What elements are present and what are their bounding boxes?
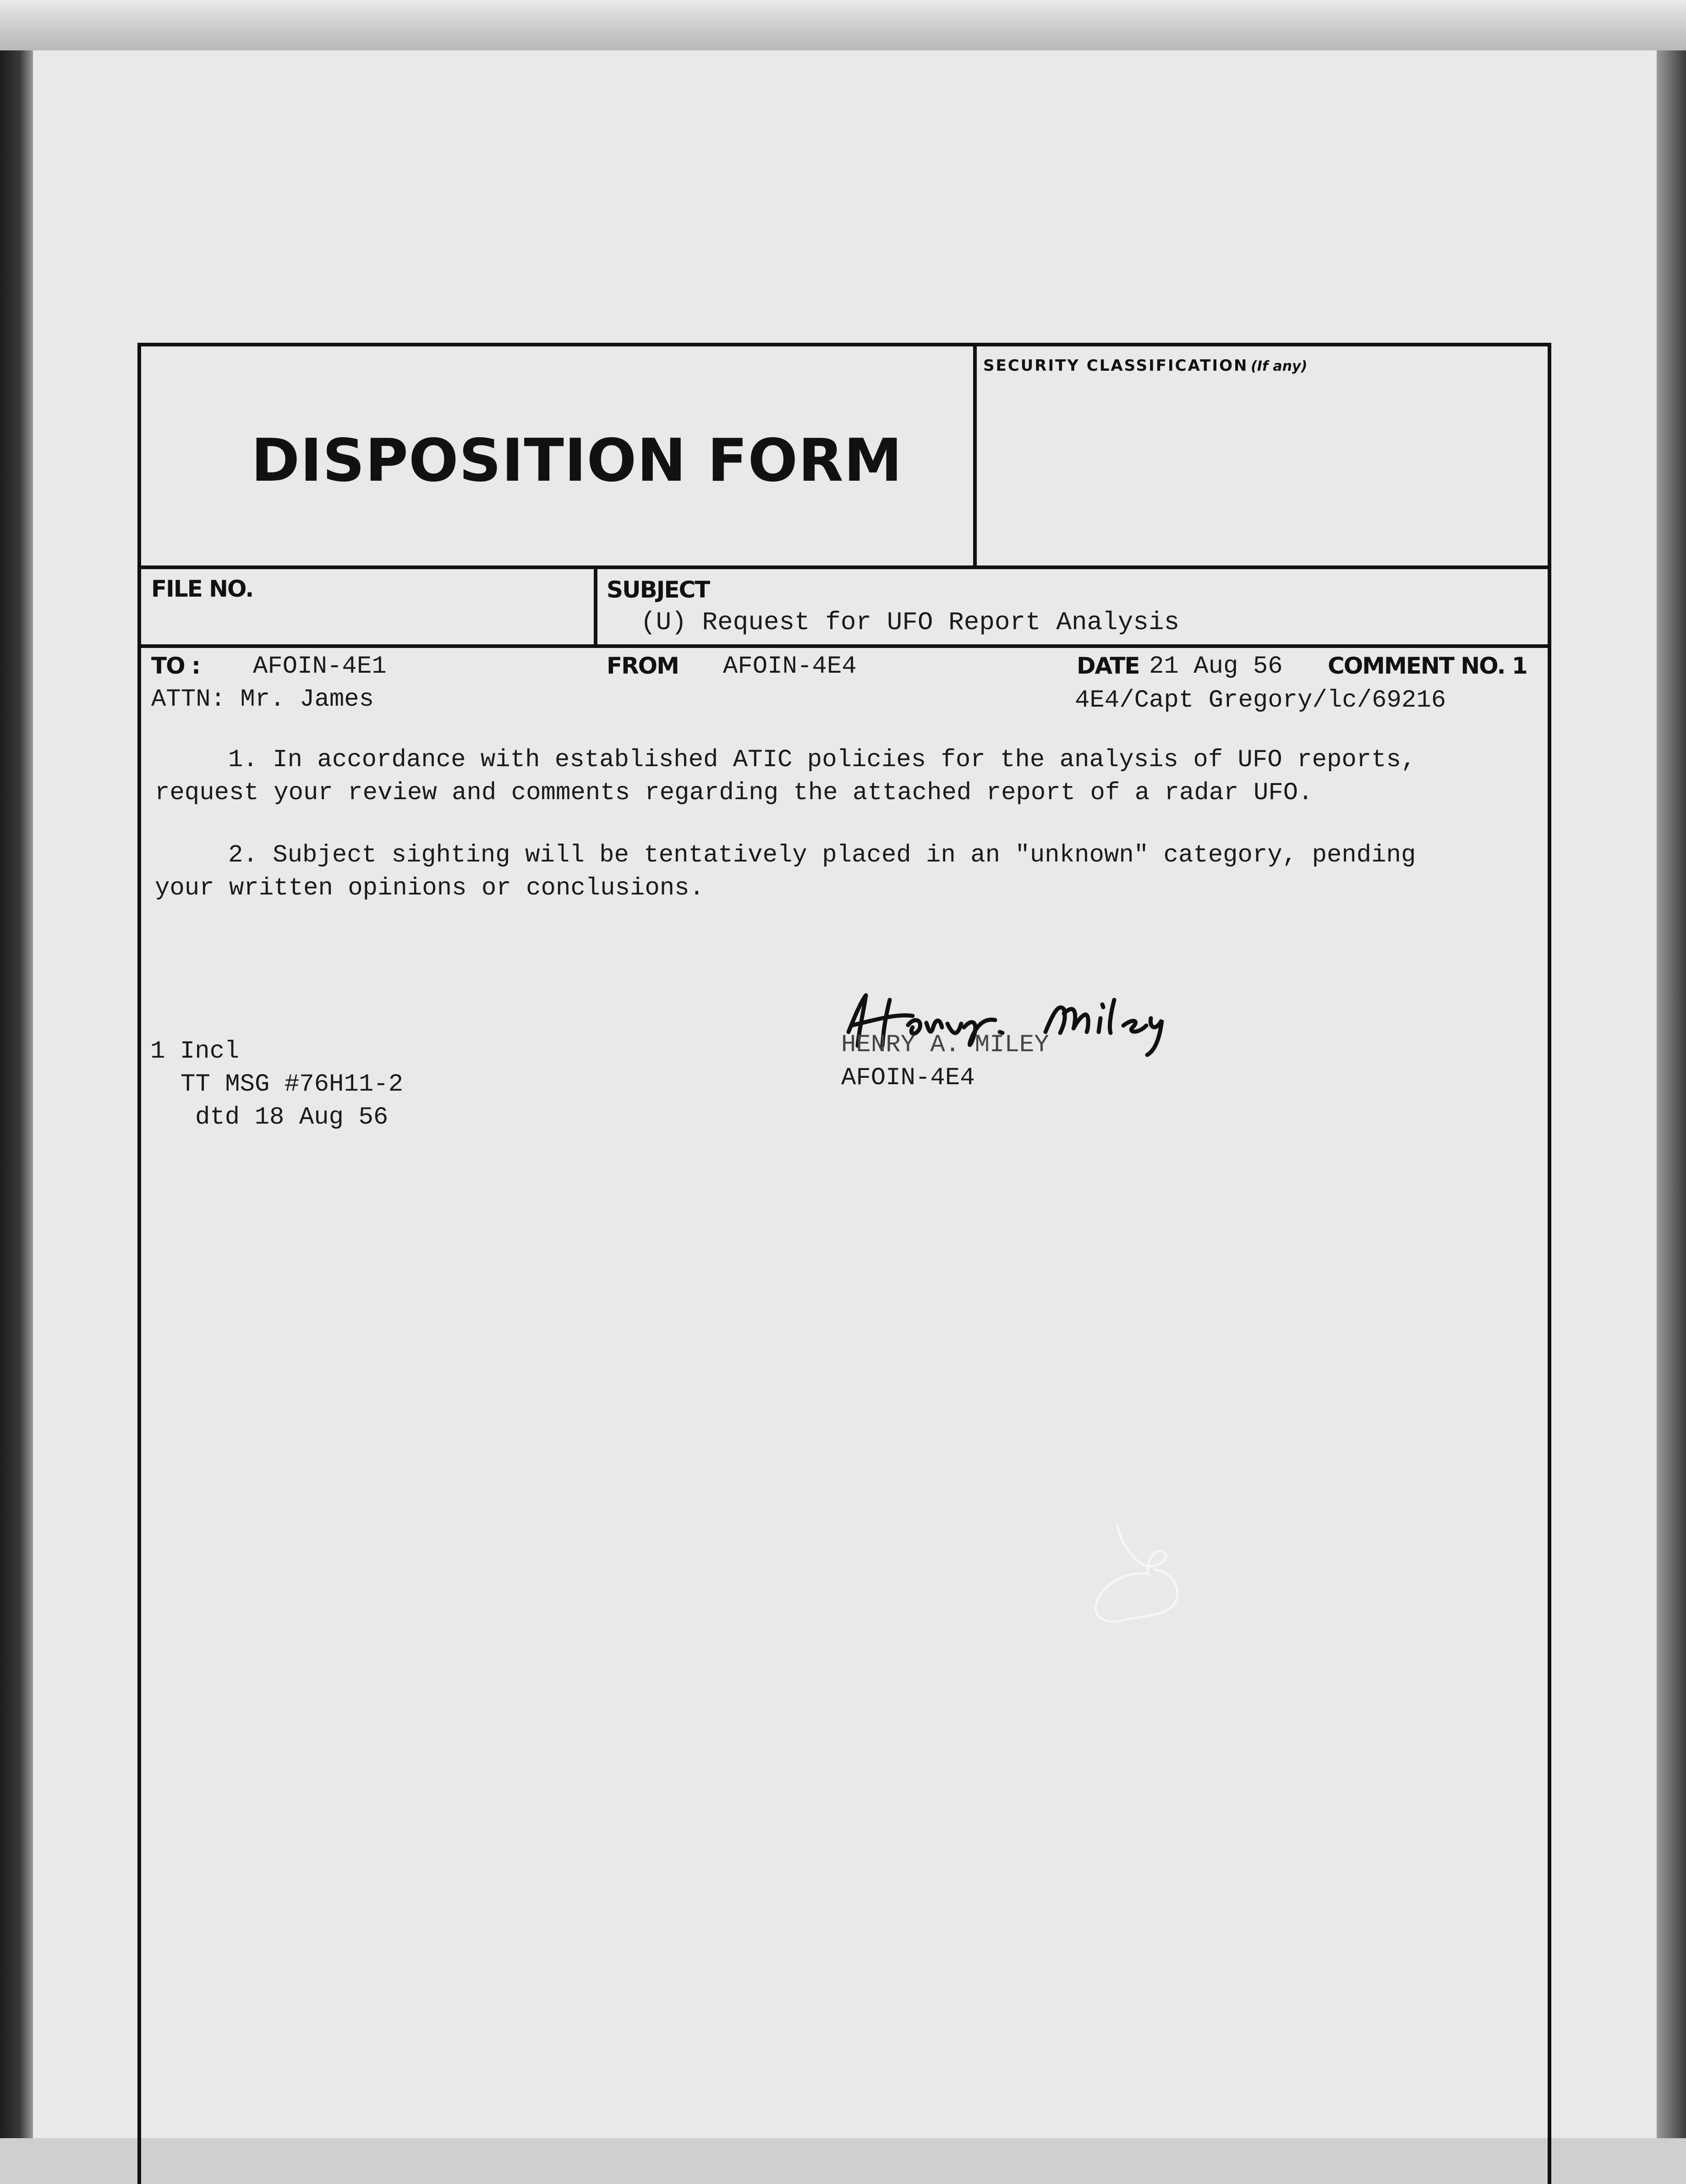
document-page xyxy=(33,50,1657,2138)
file-subject-divider xyxy=(594,569,597,647)
signer-office: AFOIN-4E4 xyxy=(841,1064,975,1092)
security-classification xyxy=(983,357,1307,375)
paragraph-1-line-2: request your review and comments regarding the attached report of a radar UFO. xyxy=(155,779,1313,807)
date-label: DATE xyxy=(1077,653,1139,679)
stray-scan-mark xyxy=(1080,1520,1218,1639)
security-label: SECURITY CLASSIFICATION xyxy=(983,357,1248,375)
routing-line: 4E4/Capt Gregory/lc/69216 xyxy=(1075,686,1446,714)
scan-left-edge xyxy=(0,50,33,2138)
disposition-form xyxy=(137,343,1551,2184)
scan-right-edge xyxy=(1657,50,1686,2138)
security-note: (If any) xyxy=(1251,358,1308,374)
inclosure-count: 1 Incl xyxy=(150,1037,240,1065)
paragraph-2-line-1: 2. Subject sighting will be tentatively placed in an "unknown" category, pending xyxy=(228,841,1416,869)
paragraph-1-line-1: 1. In accordance with established ATIC policies for the analysis of UFO reports, xyxy=(228,746,1416,774)
subject-value: (U) Request for UFO Report Analysis xyxy=(640,608,1180,637)
inclosure-date: dtd 18 Aug 56 xyxy=(195,1103,389,1131)
title-bottom-rule xyxy=(141,565,1548,569)
title-divider xyxy=(973,346,977,566)
from-label: FROM xyxy=(607,653,679,679)
file-no-label: FILE NO. xyxy=(151,576,253,602)
to-label: TO : xyxy=(151,653,200,679)
date-value: 21 Aug 56 xyxy=(1149,653,1283,680)
signer-name: HENRY A. MILEY xyxy=(841,1031,1049,1059)
scan-top-edge xyxy=(0,0,1686,50)
form-title: DISPOSITION FORM xyxy=(251,427,903,495)
to-value: AFOIN-4E1 xyxy=(253,653,387,680)
from-value: AFOIN-4E4 xyxy=(723,653,857,680)
attn-line: ATTN: Mr. James xyxy=(151,686,374,713)
inclosure-message: TT MSG #76H11-2 xyxy=(181,1070,404,1098)
subject-label: SUBJECT xyxy=(607,576,710,603)
comment-number: COMMENT NO. 1 xyxy=(1328,653,1527,679)
paragraph-2-line-2: your written opinions or conclusions. xyxy=(155,874,704,902)
header-bottom-rule xyxy=(141,644,1548,648)
